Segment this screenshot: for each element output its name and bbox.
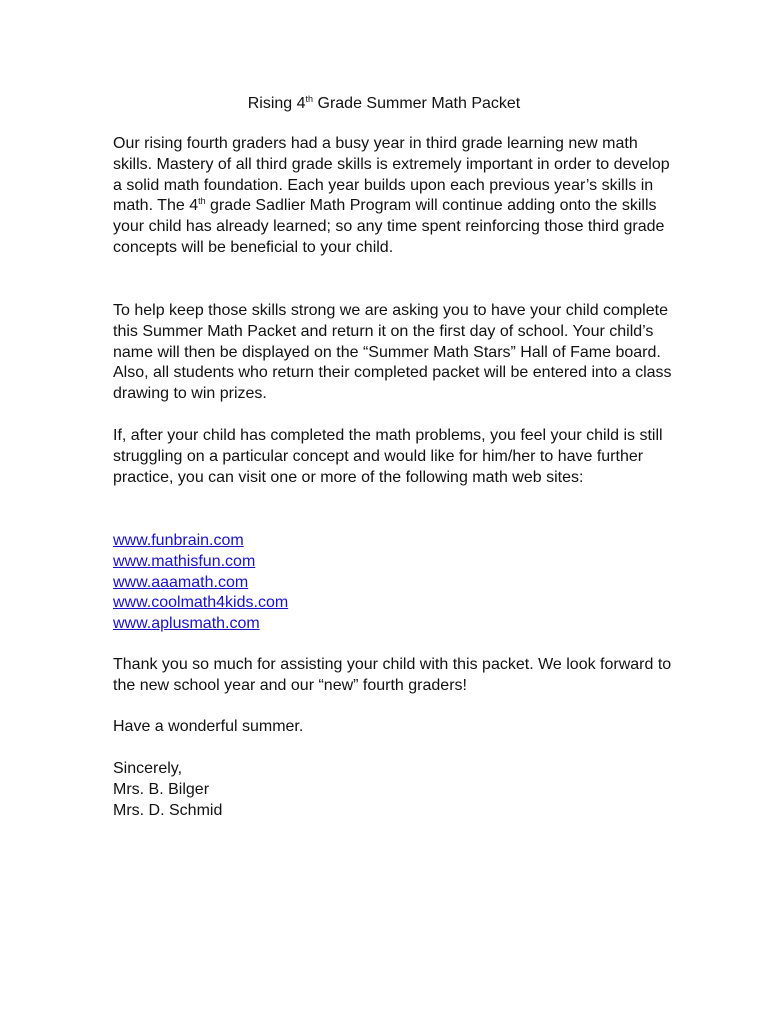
title-suffix: Grade Summer Math Packet [313, 95, 521, 112]
salutation: Sincerely, [113, 760, 183, 777]
websites-intro-paragraph: If, after your child has completed the math problems, you feel your child is still struggling on a particular concept and would like for him/her to have further practice, you can visit one or more of the following math web sites: [113, 427, 663, 486]
signer-bilger: Mrs. B. Bilger [113, 780, 210, 798]
intro-paragraph-superscript: th [198, 196, 206, 207]
link-coolmath4kids[interactable]: www.coolmath4kids.com [113, 594, 289, 612]
request-paragraph: To help keep those skills strong we are asking you to have your child complete this Summer Math Packet and return it on the first day of school. Your child’s name will then be displayed on the “Summer Math Stars” Hall of Fame board. Also, all students who return their completed packet will be entered into a class drawing to win prizes. [113, 302, 672, 403]
document-title [0, 93, 768, 114]
link-mathisfun[interactable]: www.mathisfun.com [113, 552, 256, 570]
title-superscript: th [305, 94, 314, 104]
intro-paragraph-part1: Our rising fourth graders had a busy year in third grade learning new math skills. Mastery of all third grade skills is extremely important in order to develop a solid math foundation. Each year builds upon each previous year’s skills in math. The 4 [113, 135, 670, 215]
title-prefix: Rising 4 [247, 95, 306, 112]
summer-wish-paragraph: Have a wonderful summer. [113, 718, 304, 735]
link-aplusmath[interactable]: www.aplusmath.com [113, 615, 260, 633]
website-links-list [113, 531, 673, 635]
intro-paragraph-part2: grade Sadlier Math Program will continue adding onto the skills your child has already learned; so any time spent reinforcing those third grade concepts will be beneficial to your child. [113, 197, 665, 256]
closing-block [113, 759, 673, 821]
link-aaamath[interactable]: www.aaamath.com [113, 573, 249, 591]
signer-schmid: Mrs. D. Schmid [113, 801, 223, 819]
thank-you-paragraph: Thank you so much for assisting your child with this packet. We look forward to the new school year and our “new” fourth graders! [113, 656, 672, 694]
intro-paragraph [113, 134, 673, 259]
link-funbrain[interactable]: www.funbrain.com [113, 532, 244, 549]
